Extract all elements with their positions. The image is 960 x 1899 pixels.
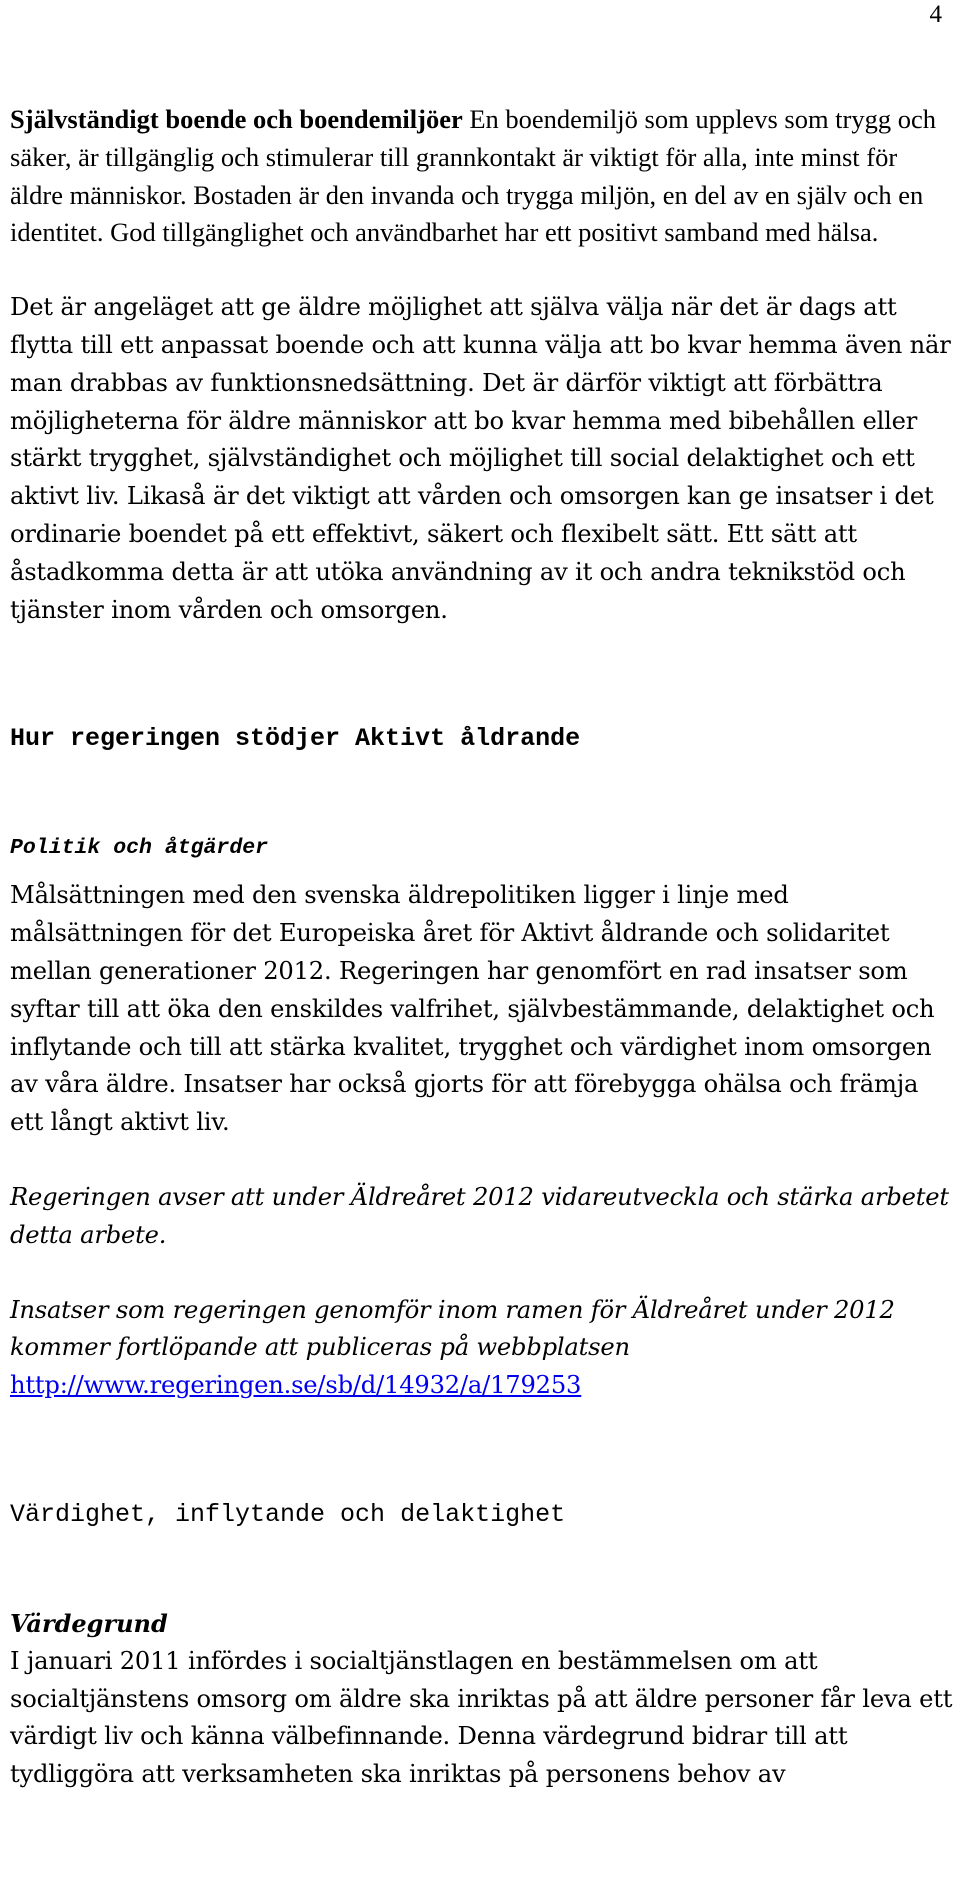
section-text: En boendemiljö som upplevs som trygg och säker, är tillgänglig och stimulerar till grannkontakt är viktigt för alla, inte minst för äldre människor. Bostaden är den invanda och trygga miljön, en del av en själv och en identitet. God tillgänglighet och användbarhet har ett positivt samband med hälsa.: [10, 104, 937, 248]
page-number: 4: [929, 1, 942, 28]
document-content: [10, 101, 955, 1794]
paragraph-elderly-year: Regeringen avser att under Äldreåret 2012 vidareutveckla och stärka arbetet detta arbete.: [10, 1182, 949, 1249]
publications-text: Insatser som regeringen genomför inom ramen för Äldreåret under 2012 kommer fortlöpande att publiceras på webbplatsen: [10, 1295, 895, 1362]
paragraph-values: I januari 2011 infördes i socialtjänstlagen en bestämmelsen om att socialtjänstens omsorg om äldre ska inriktas på att äldre personer får leva ett värdigt liv och känna välbefinnande. Denna värdegrund bidrar till att tydliggöra att verksamheten ska inriktas på personens behov av: [10, 1646, 953, 1789]
paragraph-publications: [10, 1292, 955, 1405]
regeringen-link[interactable]: http://www.regeringen.se/sb/d/14932/a/179253: [10, 1371, 582, 1400]
heading-dignity: Värdighet, inflytande och delaktighet: [10, 1499, 566, 1529]
heading-government-support: Hur regeringen stödjer Aktivt åldrande: [10, 724, 581, 754]
section-independent-living: [10, 101, 955, 252]
subheading-values: Värdegrund: [10, 1608, 168, 1638]
paragraph-objectives: Målsättningen med den svenska äldrepolitiken ligger i linje med målsättningen för det Europeiska året för Aktivt åldrande och solidaritet mellan generationer 2012. Regeringen har genomfört en rad insatser som syftar till att öka den enskildes valfrihet, självbestämmande, delaktighet och inflytande och till att stärka kvalitet, trygghet och värdighet inom omsorgen av våra äldre. Insatser har också gjorts för att förebygga ohälsa och främja ett långt aktivt liv.: [10, 881, 935, 1137]
paragraph-moving-choice: Det är angeläget att ge äldre möjlighet att själva välja när det är dags att flytta till ett anpassat boende och att kunna välja att bo kvar hemma även när man drabbas av funktionsnedsättning. Det är därför viktigt att förbättra möjligheterna för äldre människor att bo kvar hemma med bibehållen eller stärkt trygghet, självständighet och möjlighet till social delaktighet och ett aktivt liv. Likaså är det viktigt att vården och omsorgen kan ge insatser i det ordinarie boendet på ett effektivt, säkert och flexibelt sätt. Ett sätt att åstadkomma detta är att utöka användning av it och andra teknikstöd och tjänster inom vården och omsorgen.: [10, 293, 951, 624]
subheading-policy-measures: Politik och åtgärder: [10, 836, 269, 861]
section-title: Självständigt boende och boendemiljöer: [10, 104, 463, 134]
